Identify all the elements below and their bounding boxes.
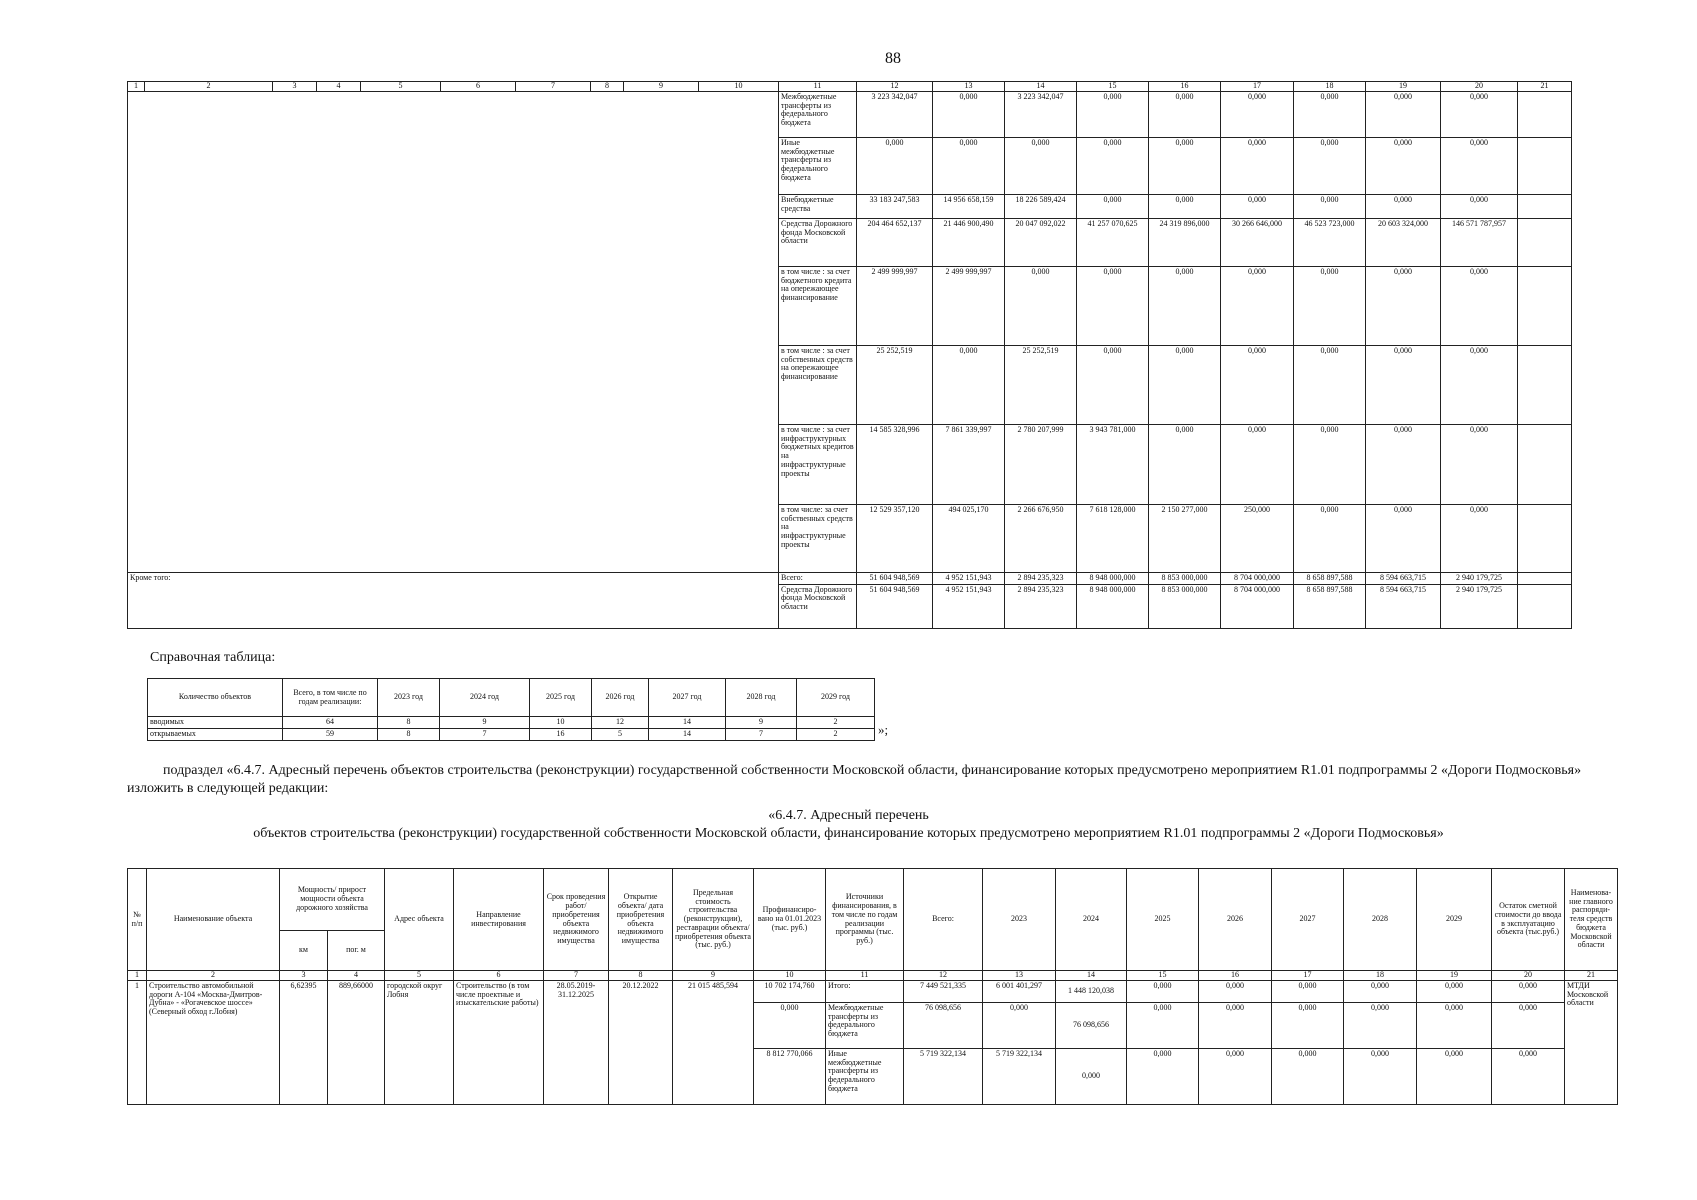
value-cell: 8 853 000,000 — [1149, 584, 1221, 628]
amendment-paragraph-line2: изложить в следующей редакции: — [127, 781, 329, 796]
empty-cell — [1518, 137, 1572, 194]
value-cell: 0,000 — [1441, 91, 1518, 137]
object-pog-m: 889,66000 — [328, 980, 385, 1104]
value-cell: 2 266 676,950 — [1005, 504, 1077, 572]
col-num: 2 — [145, 82, 273, 92]
header-cost: Предельная стоимость строительства (реконструкции), реставрации объекта/ приобретения объекта (тыс. руб.) — [673, 869, 754, 971]
value-cell: 0,000 — [1272, 1048, 1344, 1104]
ref-header: 2024 год — [440, 679, 530, 717]
object-num: 1 — [128, 980, 147, 1104]
col-num: 3 — [280, 971, 328, 981]
value-cell: 76 098,656 — [1056, 1002, 1127, 1048]
ref-value: 2 — [797, 717, 875, 729]
section-heading-line1: «6.4.7. Адресный перечень — [768, 808, 929, 823]
ref-value: 9 — [726, 717, 797, 729]
value-cell: 6 001 401,297 — [983, 980, 1056, 1002]
value-cell: 2 499 999,997 — [857, 266, 933, 345]
col-num: 5 — [385, 971, 454, 981]
value-cell: 250,000 — [1221, 504, 1294, 572]
value-cell: 5 719 322,134 — [983, 1048, 1056, 1104]
value-cell: 3 223 342,047 — [857, 91, 933, 137]
header-2029: 2029 — [1417, 869, 1492, 971]
col-num: 13 — [933, 82, 1005, 92]
value-cell: 3 943 781,000 — [1077, 424, 1149, 504]
value-cell: 0,000 — [1366, 504, 1441, 572]
col-num: 12 — [857, 82, 933, 92]
source-label: Средства Дорожного фонда Московской области — [779, 584, 857, 628]
col-num: 16 — [1149, 82, 1221, 92]
col-num: 21 — [1565, 971, 1618, 981]
col-num: 14 — [1056, 971, 1127, 981]
value-cell: 4 952 151,943 — [933, 572, 1005, 584]
value-cell: 2 499 999,997 — [933, 266, 1005, 345]
ref-value: 7 — [440, 728, 530, 740]
value-cell: 2 894 235,323 — [1005, 584, 1077, 628]
value-cell: 0,000 — [1127, 1002, 1199, 1048]
value-cell: 0,000 — [933, 345, 1005, 424]
value-cell: 8 704 000,000 — [1221, 572, 1294, 584]
source-label: Итого: — [826, 980, 904, 1002]
value-cell: 2 150 277,000 — [1149, 504, 1221, 572]
value-cell: 0,000 — [1272, 1002, 1344, 1048]
value-cell: 0,000 — [1492, 1002, 1565, 1048]
value-cell: 76 098,656 — [904, 1002, 983, 1048]
value-cell: 0,000 — [1149, 137, 1221, 194]
value-cell: 0,000 — [1199, 1048, 1272, 1104]
value-cell: 0,000 — [1077, 194, 1149, 218]
ref-header-row — [148, 679, 875, 717]
header-2027: 2027 — [1272, 869, 1344, 971]
ref-header: Количество объектов — [148, 679, 283, 717]
col-num: 10 — [754, 971, 826, 981]
value-cell: 20 047 092,022 — [1005, 218, 1077, 266]
source-label: Иные межбюджетные трансферты из федерального бюджета — [779, 137, 857, 194]
value-cell: 8 658 897,588 — [1294, 572, 1366, 584]
value-cell: 2 894 235,323 — [1005, 572, 1077, 584]
header-2025: 2025 — [1127, 869, 1199, 971]
value-cell: 8 594 663,715 — [1366, 572, 1441, 584]
ref-caption: Справочная таблица: — [150, 650, 276, 665]
object-km: 6,62395 — [280, 980, 328, 1104]
value-cell: 0,000 — [1344, 1002, 1417, 1048]
value-cell: 8 948 000,000 — [1077, 584, 1149, 628]
ref-value: 2 — [797, 728, 875, 740]
value-cell: 1 448 120,038 — [1056, 980, 1127, 1002]
value-cell: 0,000 — [1294, 504, 1366, 572]
empty-cell — [1518, 504, 1572, 572]
value-cell: 0,000 — [1366, 194, 1441, 218]
col-num: 17 — [1272, 971, 1344, 981]
ref-row-label: открываемых — [148, 728, 283, 740]
col-num: 7 — [544, 971, 609, 981]
col-num: 1 — [128, 82, 145, 92]
ref-value: 5 — [592, 728, 649, 740]
table-row — [128, 91, 1572, 137]
header-2024: 2024 — [1056, 869, 1127, 971]
source-label: в том числе: за счет собственных средств на инфраструктурные проекты — [779, 504, 857, 572]
value-cell: 0,000 — [1149, 266, 1221, 345]
col-num: 9 — [624, 82, 699, 92]
value-cell: 0,000 — [1366, 137, 1441, 194]
value-cell: 0,000 — [1366, 266, 1441, 345]
table-row — [148, 728, 875, 740]
col-num: 1 — [128, 971, 147, 981]
value-cell: 0,000 — [1441, 137, 1518, 194]
value-cell: 4 952 151,943 — [933, 584, 1005, 628]
object-term: 28.05.2019-31.12.2025 — [544, 980, 609, 1104]
ref-value: 7 — [726, 728, 797, 740]
header-remainder: Остаток сметной стоимости до ввода в эксплуатацию объекта (тыс.руб.) — [1492, 869, 1565, 971]
column-number-row — [128, 971, 1618, 981]
value-cell: 0,000 — [1149, 91, 1221, 137]
header-km: км — [280, 931, 328, 971]
value-cell: 0,000 — [1366, 424, 1441, 504]
source-label: Внебюджетные средства — [779, 194, 857, 218]
header-name: Наименование объекта — [147, 869, 280, 971]
value-cell: 8 948 000,000 — [1077, 572, 1149, 584]
empty-cell — [1518, 345, 1572, 424]
krome-label: Кроме того: — [128, 572, 779, 628]
value-cell: 0,000 — [1441, 266, 1518, 345]
ref-table-closing: »; — [878, 722, 889, 737]
col-num: 21 — [1518, 82, 1572, 92]
value-cell: 2 940 179,725 — [1441, 584, 1518, 628]
col-num: 4 — [328, 971, 385, 981]
address-list-table — [127, 868, 1618, 1105]
object-opening: 20.12.2022 — [609, 980, 673, 1104]
value-cell: 0,000 — [1199, 1002, 1272, 1048]
header-address: Адрес объекта — [385, 869, 454, 971]
value-cell: 0,000 — [1149, 345, 1221, 424]
ref-value: 14 — [649, 728, 726, 740]
reference-table — [147, 678, 875, 741]
object-cost: 21 015 485,594 — [673, 980, 754, 1104]
value-cell: 0,000 — [1441, 194, 1518, 218]
column-number-row — [128, 82, 1572, 92]
value-cell: 7 449 521,335 — [904, 980, 983, 1002]
col-num: 12 — [904, 971, 983, 981]
header-row — [128, 869, 1618, 931]
header-total: Всего: — [904, 869, 983, 971]
value-cell: 51 604 948,569 — [857, 572, 933, 584]
value-cell: 0,000 — [1344, 1048, 1417, 1104]
table-row — [148, 717, 875, 729]
value-cell: 0,000 — [1294, 91, 1366, 137]
value-cell: 0,000 — [1221, 266, 1294, 345]
value-cell: 25 252,519 — [1005, 345, 1077, 424]
col-num: 15 — [1127, 971, 1199, 981]
ref-value: 16 — [530, 728, 592, 740]
col-num: 5 — [361, 82, 441, 92]
table-row — [128, 572, 1572, 584]
value-cell: 0,000 — [1077, 137, 1149, 194]
ref-value: 10 — [530, 717, 592, 729]
value-cell: 7 618 128,000 — [1077, 504, 1149, 572]
value-cell: 0,000 — [1294, 424, 1366, 504]
value-cell: 30 266 646,000 — [1221, 218, 1294, 266]
value-cell: 14 585 328,996 — [857, 424, 933, 504]
value-cell: 51 604 948,569 — [857, 584, 933, 628]
value-cell: 25 252,519 — [857, 345, 933, 424]
header-capacity: Мощность/ прирост мощности объекта дорожного хозяйства — [280, 869, 385, 931]
ref-value: 14 — [649, 717, 726, 729]
ref-value: 8 — [378, 717, 440, 729]
object-direction: Строительство (в том числе проектные и изыскательские работы) — [454, 980, 544, 1104]
ref-header: 2026 год — [592, 679, 649, 717]
value-cell: 5 719 322,134 — [904, 1048, 983, 1104]
value-cell: 0,000 — [1077, 91, 1149, 137]
value-cell: 0,000 — [1492, 980, 1565, 1002]
source-label: Иные межбюджетные трансферты из федерального бюджета — [826, 1048, 904, 1104]
value-cell: 0,000 — [1005, 137, 1077, 194]
value-cell: 0,000 — [1077, 345, 1149, 424]
col-num: 14 — [1005, 82, 1077, 92]
header-financed: Профинансиро-вано на 01.01.2023 (тыс. руб.) — [754, 869, 826, 971]
header-2026: 2026 — [1199, 869, 1272, 971]
value-cell: 0,000 — [1221, 345, 1294, 424]
value-cell: 0,000 — [1366, 91, 1441, 137]
col-num: 18 — [1294, 82, 1366, 92]
ref-value: 59 — [283, 728, 378, 740]
value-cell: 0,000 — [1441, 504, 1518, 572]
value-cell: 2 940 179,725 — [1441, 572, 1518, 584]
value-cell: 3 223 342,047 — [1005, 91, 1077, 137]
value-cell: 0,000 — [983, 1002, 1056, 1048]
value-cell: 8 704 000,000 — [1221, 584, 1294, 628]
value-cell: 41 257 070,625 — [1077, 218, 1149, 266]
col-num: 13 — [983, 971, 1056, 981]
col-num: 18 — [1344, 971, 1417, 981]
empty-cell — [1518, 218, 1572, 266]
source-label: в том числе : за счет бюджетного кредита на опережающее финансирование — [779, 266, 857, 345]
col-num: 11 — [826, 971, 904, 981]
empty-cell — [1518, 91, 1572, 137]
col-num: 4 — [317, 82, 361, 92]
financed-cell: 10 702 174,760 — [754, 980, 826, 1002]
value-cell: 0,000 — [1221, 424, 1294, 504]
col-num: 3 — [273, 82, 317, 92]
value-cell: 0,000 — [1441, 345, 1518, 424]
col-num: 11 — [779, 82, 857, 92]
col-num: 8 — [591, 82, 624, 92]
value-cell: 8 853 000,000 — [1149, 572, 1221, 584]
ref-header: 2028 год — [726, 679, 797, 717]
value-cell: 0,000 — [1294, 345, 1366, 424]
empty-cell — [1518, 424, 1572, 504]
financed-cell: 8 812 770,066 — [754, 1048, 826, 1104]
value-cell: 0,000 — [1199, 980, 1272, 1002]
value-cell: 0,000 — [933, 137, 1005, 194]
value-cell: 0,000 — [1221, 91, 1294, 137]
value-cell: 0,000 — [1149, 194, 1221, 218]
value-cell: 0,000 — [1417, 980, 1492, 1002]
header-direction: Направление инвестирования — [454, 869, 544, 971]
col-num: 6 — [441, 82, 516, 92]
col-num: 7 — [516, 82, 591, 92]
col-num: 19 — [1417, 971, 1492, 981]
value-cell: 0,000 — [1417, 1002, 1492, 1048]
value-cell: 146 571 787,957 — [1441, 218, 1518, 266]
header-pog-m: пог. м — [328, 931, 385, 971]
blank-merged-cell — [128, 91, 779, 572]
col-num: 6 — [454, 971, 544, 981]
col-num: 9 — [673, 971, 754, 981]
ref-header: 2025 год — [530, 679, 592, 717]
value-cell: 0,000 — [1127, 980, 1199, 1002]
header-sources: Источники финансирования, в том числе по годам реализации программы (тыс. руб.) — [826, 869, 904, 971]
value-cell: 46 523 723,000 — [1294, 218, 1366, 266]
value-cell: 33 183 247,583 — [857, 194, 933, 218]
col-num: 8 — [609, 971, 673, 981]
col-num: 16 — [1199, 971, 1272, 981]
col-num: 17 — [1221, 82, 1294, 92]
source-label: Всего: — [779, 572, 857, 584]
value-cell: 8 594 663,715 — [1366, 584, 1441, 628]
col-num: 2 — [147, 971, 280, 981]
table-row — [128, 980, 1618, 1002]
header-manager: Наименова-ние главного распоряди-теля средств бюджета Московской области — [1565, 869, 1618, 971]
value-cell: 12 529 357,120 — [857, 504, 933, 572]
source-label: Межбюджетные трансферты из федерального бюджета — [826, 1002, 904, 1048]
col-num: 19 — [1366, 82, 1441, 92]
empty-cell — [1518, 572, 1572, 584]
object-address: городской округ Лобня — [385, 980, 454, 1104]
col-num: 20 — [1441, 82, 1518, 92]
value-cell: 204 464 652,137 — [857, 218, 933, 266]
ref-header: 2029 год — [797, 679, 875, 717]
source-label: в том числе : за счет инфраструктурных бюджетных кредитов на инфраструктурные проекты — [779, 424, 857, 504]
value-cell: 0,000 — [1272, 980, 1344, 1002]
header-2023: 2023 — [983, 869, 1056, 971]
value-cell: 0,000 — [1441, 424, 1518, 504]
value-cell: 0,000 — [857, 137, 933, 194]
value-cell: 8 658 897,588 — [1294, 584, 1366, 628]
object-name: Строительство автомобильной дороги А-104 «Москва-Дмитров-Дубна» - «Рогачевское шоссе» (Северный обход г.Лобня) — [147, 980, 280, 1104]
header-num: № п/п — [128, 869, 147, 971]
value-cell: 0,000 — [1077, 266, 1149, 345]
value-cell: 2 780 207,999 — [1005, 424, 1077, 504]
source-label: Средства Дорожного фонда Московской области — [779, 218, 857, 266]
value-cell: 18 226 589,424 — [1005, 194, 1077, 218]
value-cell: 0,000 — [933, 91, 1005, 137]
financing-continuation-table — [127, 81, 1572, 629]
ref-value: 9 — [440, 717, 530, 729]
value-cell: 24 319 896,000 — [1149, 218, 1221, 266]
value-cell: 494 025,170 — [933, 504, 1005, 572]
value-cell: 0,000 — [1417, 1048, 1492, 1104]
value-cell: 21 446 900,490 — [933, 218, 1005, 266]
page-number: 88 — [885, 50, 901, 67]
col-num: 15 — [1077, 82, 1149, 92]
value-cell: 0,000 — [1366, 345, 1441, 424]
header-opening: Открытие объекта/ дата приобретения объекта недвижимого имущества — [609, 869, 673, 971]
value-cell: 0,000 — [1221, 137, 1294, 194]
value-cell: 14 956 658,159 — [933, 194, 1005, 218]
object-manager: МТДИ Московской области — [1565, 980, 1618, 1104]
value-cell: 0,000 — [1492, 1048, 1565, 1104]
value-cell: 0,000 — [1294, 266, 1366, 345]
header-term: Срок проведения работ/ приобретения объекта недвижимого имущества — [544, 869, 609, 971]
ref-value: 64 — [283, 717, 378, 729]
empty-cell — [1518, 266, 1572, 345]
source-label: Межбюджетные трансферты из федерального бюджета — [779, 91, 857, 137]
value-cell: 0,000 — [1005, 266, 1077, 345]
financed-cell: 0,000 — [754, 1002, 826, 1048]
ref-header: 2023 год — [378, 679, 440, 717]
value-cell: 0,000 — [1149, 424, 1221, 504]
ref-row-label: вводимых — [148, 717, 283, 729]
value-cell: 0,000 — [1221, 194, 1294, 218]
empty-cell — [1518, 194, 1572, 218]
header-2028: 2028 — [1344, 869, 1417, 971]
col-num: 10 — [699, 82, 779, 92]
ref-header: 2027 год — [649, 679, 726, 717]
value-cell: 0,000 — [1127, 1048, 1199, 1104]
value-cell: 0,000 — [1056, 1048, 1127, 1104]
value-cell: 7 861 339,997 — [933, 424, 1005, 504]
value-cell: 0,000 — [1294, 194, 1366, 218]
ref-value: 8 — [378, 728, 440, 740]
section-heading-line2: объектов строительства (реконструкции) государственной собственности Московской области, финансирование которых предусмотрено мероприятием R1.01 подпрограммы 2 «Дороги Подмосковья» — [253, 826, 1444, 841]
ref-header: Всего, в том числе по годам реализации: — [283, 679, 378, 717]
source-label: в том числе : за счет собственных средств на опережающее финансирование — [779, 345, 857, 424]
empty-cell — [1518, 584, 1572, 628]
col-num: 20 — [1492, 971, 1565, 981]
value-cell: 0,000 — [1294, 137, 1366, 194]
amendment-paragraph-line1: подраздел «6.4.7. Адресный перечень объектов строительства (реконструкции) государственной собственности Московской области, финансирование которых предусмотрено мероприятием R1.01 подпрограммы 2 «Дороги Подмосковья» — [163, 763, 1582, 778]
value-cell: 20 603 324,000 — [1366, 218, 1441, 266]
ref-value: 12 — [592, 717, 649, 729]
value-cell: 0,000 — [1344, 980, 1417, 1002]
